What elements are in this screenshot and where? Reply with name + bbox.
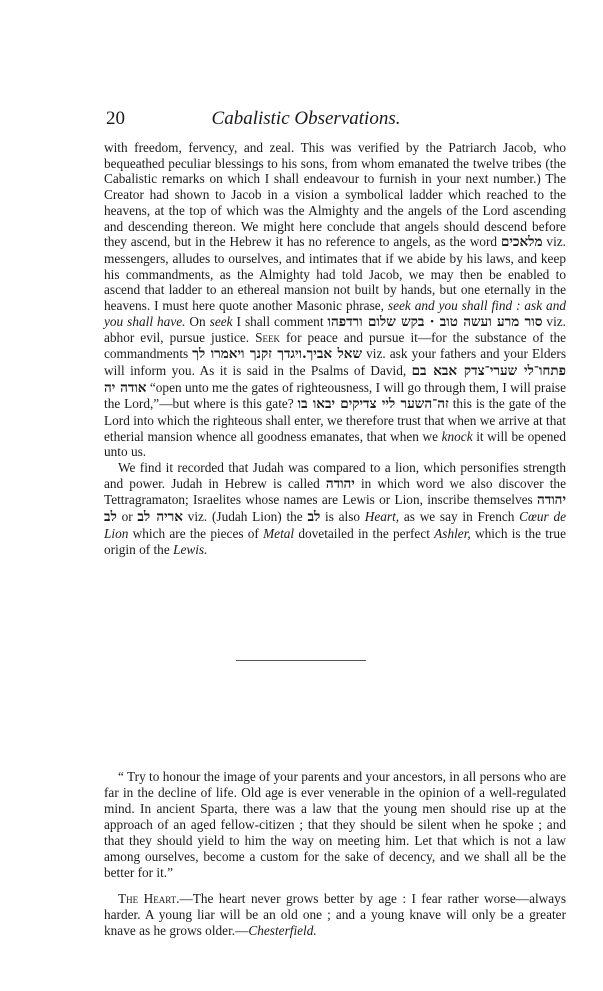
hebrew-yehudah-lev: יהודה לב	[104, 492, 566, 526]
hebrew-pitchu: פתחו־לי שערי־צדק אבא בם אודה יה	[104, 362, 566, 396]
page-header	[106, 108, 506, 134]
section-divider	[236, 660, 366, 661]
hebrew-malachim: מלאכים	[500, 234, 543, 251]
paragraph-jacob: with freedom, fervency, and zeal. This was verified by the Patriarch Jacob, who bequeathed peculiar blessings to his sons, from whom emanated the twelve tribes (the Cabalistic remarks on which I shall endeavour to furnish in your next number.) The Creator had shown to Jacob in a vision a symbolical ladder which reached to the heavens, at the top of which was the Almighty and the angels of the Lord ascending and descending thereon. We might here conclude that angels should descend before they ascend, but in the Hebrew it has no reference to angels, as the word מלאכים viz. messengers, alludes to ourselves, and intimates that if we abide by his laws, and keep his commandments, as the Almighty had told Jacob, we may then be enabled to ascend that ladder to an ethereal mansion not built by hands, but one eternally in the heavens. I must here quote another Masonic phrase, seek and you shall find : ask and you shall have. On seek I shall comment סור מרע ועשה טוב · בקש שלום ורדפהו viz. abhor evil, pursue justice. Seek for peace and pursue it—for the substance of the commandments שאל אביך.ויגדך זקנך ויאמרו לך viz. ask your fathers and your Elders will inform you. As it is said in the Psalms of David, פתחו־לי שערי־צדק אבא בם אודה יה “open unto me the gates of righteousness, I will go through them, I will praise the Lord,”—but where is this gate? זה־השער ליי צדיקים יבאו בו this is the gate of the Lord into which the righteous shall enter, we therefore trust that when we arrive at that etherial mansion whence all goodness emanates, that when we knock it will be opened unto us.	[104, 140, 567, 460]
quotation-section	[104, 769, 566, 939]
hebrew-sur-mera: סור מרע ועשה טוב · בקש שלום ורדפהו	[327, 313, 543, 330]
hebrew-yehudah: יהודה	[325, 475, 355, 492]
hebrew-zeh-hashaar: זה־השער ליי צדיקים יבאו בו	[297, 396, 449, 413]
paragraph-judah: We find it recorded that Judah was compared to a lion, which personifies strength and power. Judah in Hebrew is called יהודה in which word we also discover the Tettragramaton; Israelites whose names are Lewis or Lion, inscribe themselves יהודה לב or אריה לב viz. (Judah Lion) the לב is also Heart, as we say in French Cœur de Lion which are the pieces of Metal dovetailed in the perfect Ashler, which is the true origin of the Lewis.	[104, 460, 566, 557]
hebrew-shaal: שאל אביך.ויגדך זקנך ויאמרו לך	[192, 346, 363, 363]
quote-the-heart: The Heart.—The heart never grows better by age : I fear rather worse—always harder. A young liar will be an old one ; and a young knave will only be a greater knave as he grows older.—Chesterfield.	[104, 891, 567, 938]
masonic-phrase: seek and you shall find : ask and you shall have.	[104, 298, 566, 329]
quote-heading: The Heart.	[118, 891, 180, 906]
quote-ancestors: “ Try to honour the image of your parents and your ancestors, in all persons who are far in the decline of life. Old age is ever venerable in the opinion of a well-regulated mind. In ancient Sparta, there was a law that the young men should rise up at the approach of an aged fellow-citizen ; that they should be silent when he spoke ; and that they should yield to him the way on meeting him. Let that which is not a law among ourselves, become a custom for the sake of decency, and we shall all be the better for it.”	[104, 769, 566, 880]
page-number: 20	[106, 108, 125, 129]
main-text	[104, 140, 566, 557]
quote-author: Chesterfield.	[248, 923, 317, 938]
running-head: Cabalistic Observations.	[211, 108, 401, 129]
hebrew-aryeh-lev: אריה לב	[137, 509, 183, 526]
hebrew-lev: לב	[307, 509, 321, 526]
